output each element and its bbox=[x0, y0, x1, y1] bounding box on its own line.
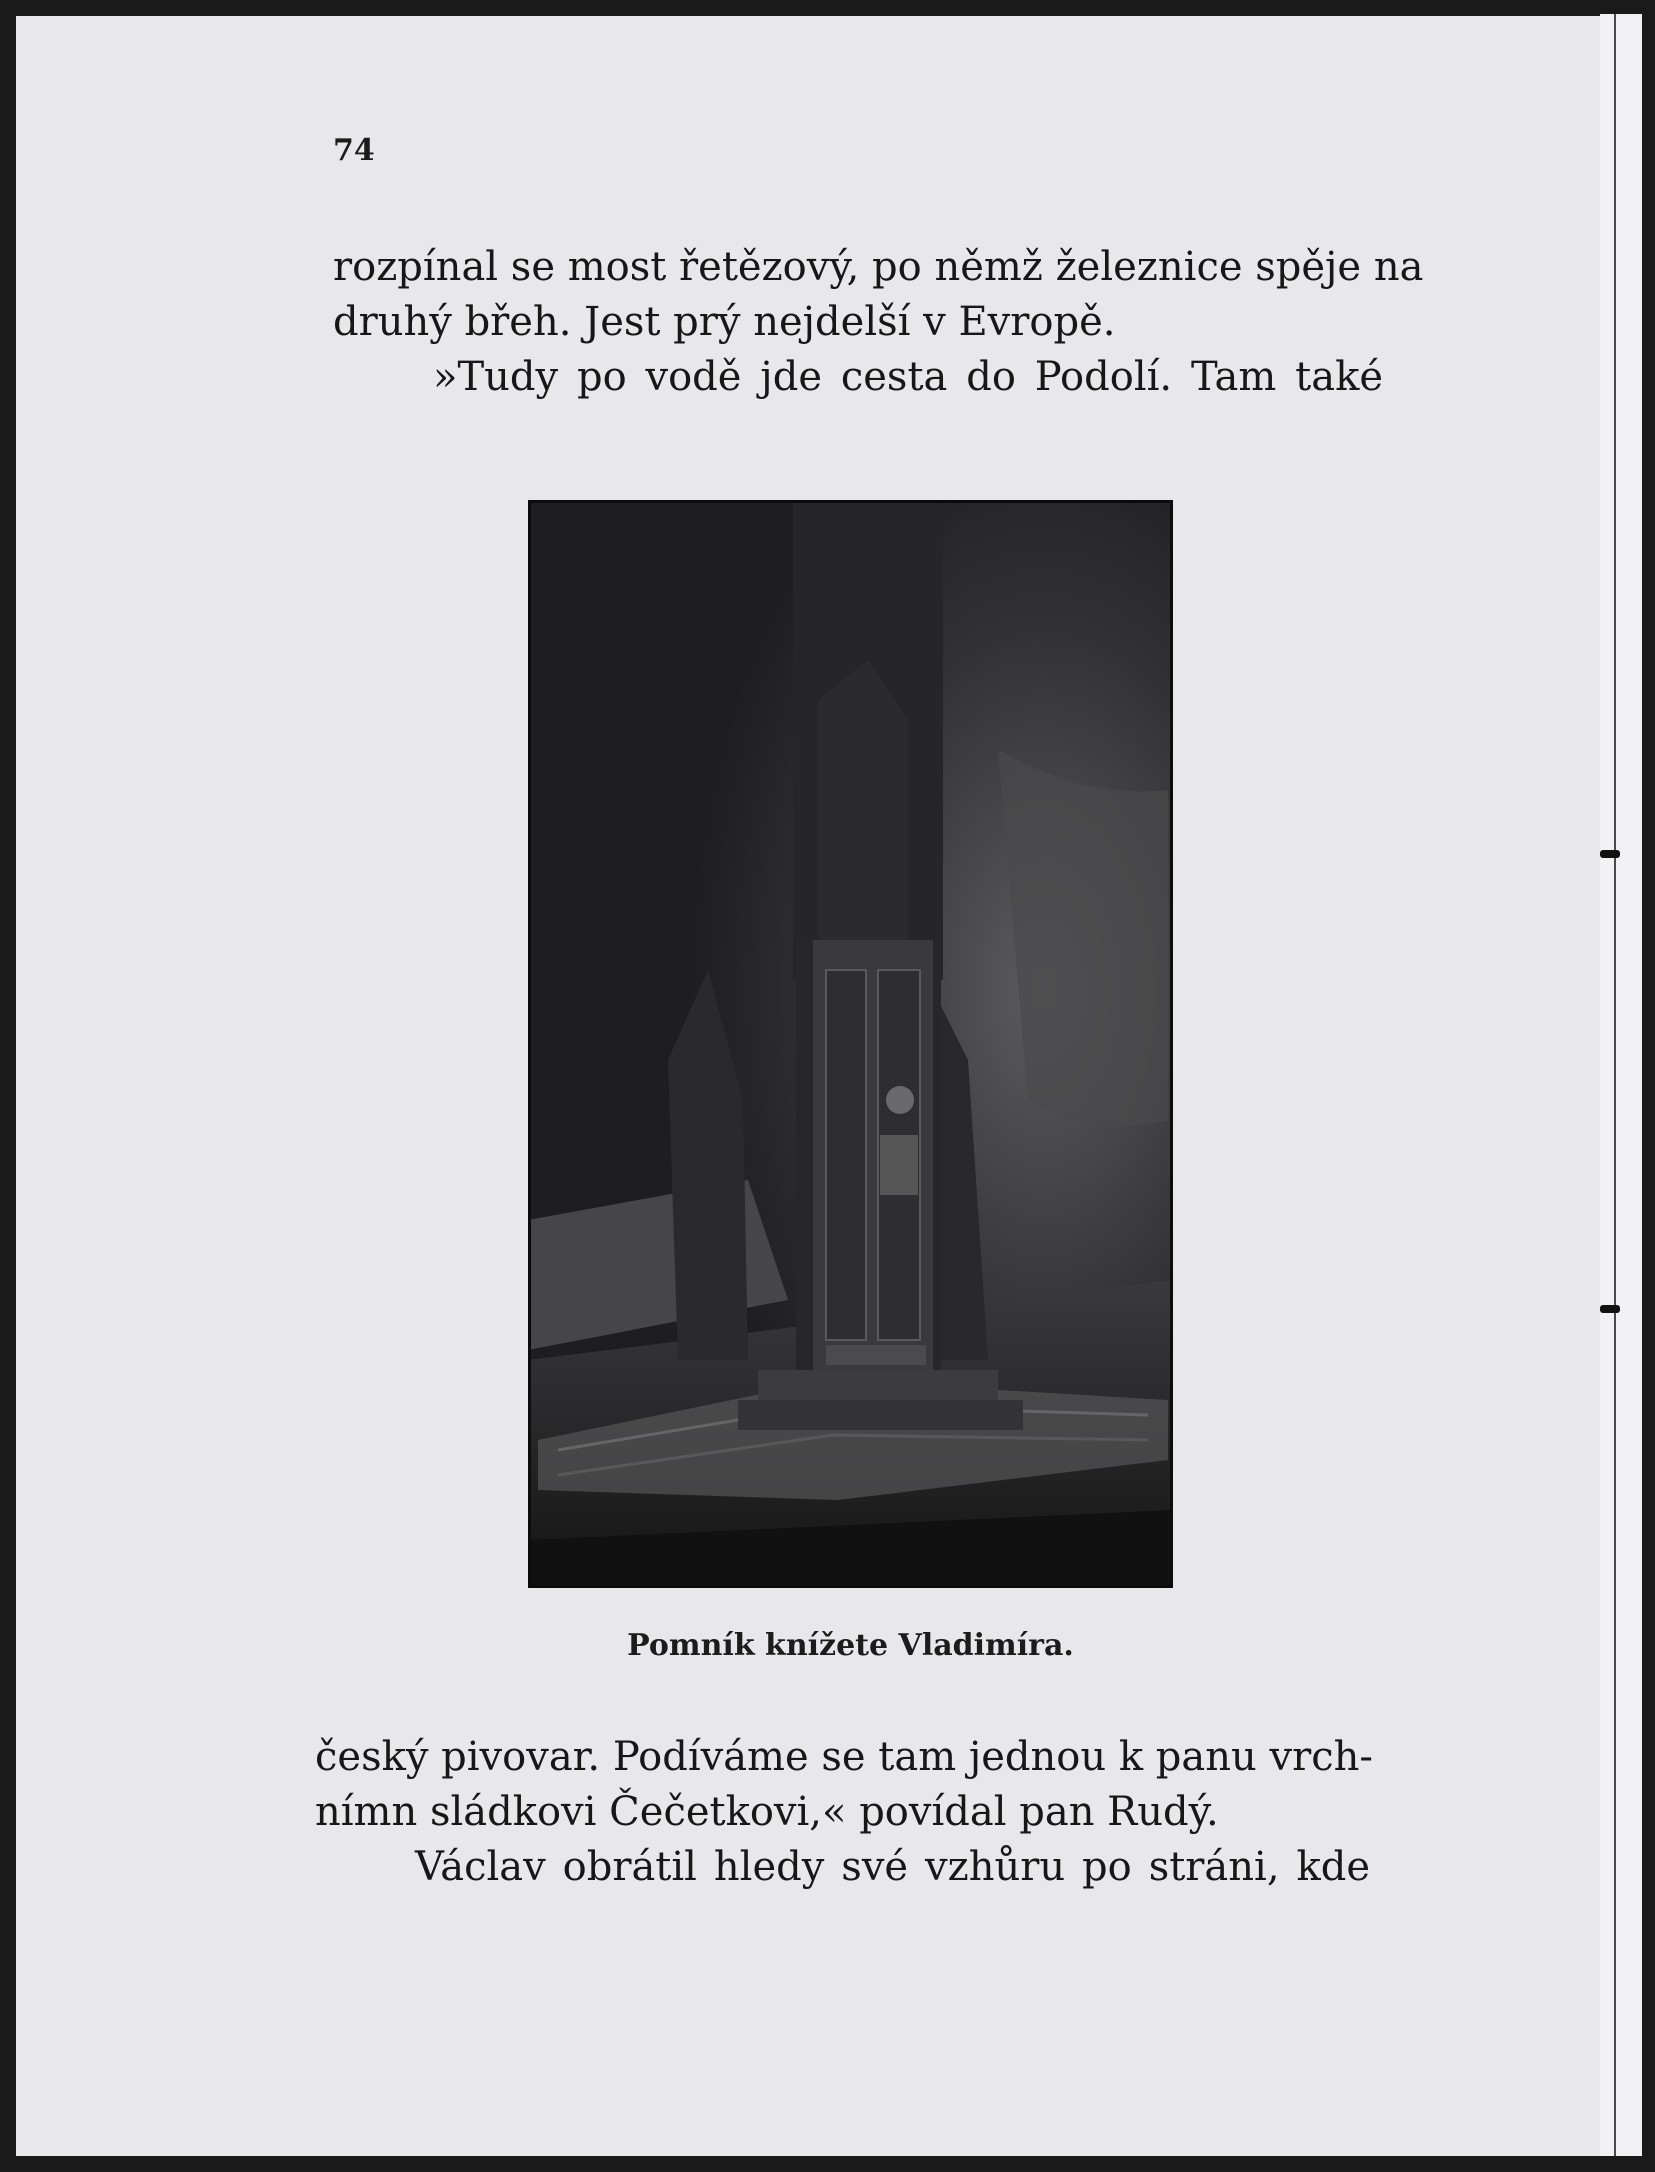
figure-caption: Pomník knížete Vladimíra. bbox=[627, 1628, 1074, 1663]
page-fold-line bbox=[1614, 14, 1616, 2156]
monument-photograph bbox=[528, 500, 1173, 1588]
edge-mark-lower bbox=[1600, 1305, 1620, 1313]
text-line: nímn sládkovi Čečetkovi,« povídal pan Rudý. bbox=[315, 1789, 1219, 1835]
page-edge-strip bbox=[1600, 14, 1642, 2156]
text-line: druhý břeh. Jest prý nejdelší v Evropě. bbox=[333, 299, 1116, 345]
body-text-bottom bbox=[315, 1730, 1373, 1895]
text-line: rozpínal se most řetězový, po němž železnice spěje na bbox=[333, 244, 1424, 290]
text-line: Václav obrátil hledy své vzhůru po stráni, kde bbox=[415, 1844, 1370, 1890]
monument-photo-illustration bbox=[528, 500, 1173, 1588]
page-number: 74 bbox=[333, 133, 375, 168]
body-text-top bbox=[333, 240, 1424, 405]
edge-mark-upper bbox=[1600, 850, 1620, 858]
text-line: český pivovar. Podíváme se tam jednou k panu vrch- bbox=[315, 1734, 1373, 1780]
text-line: »Tudy po vodě jde cesta do Podolí. Tam také bbox=[433, 354, 1383, 400]
